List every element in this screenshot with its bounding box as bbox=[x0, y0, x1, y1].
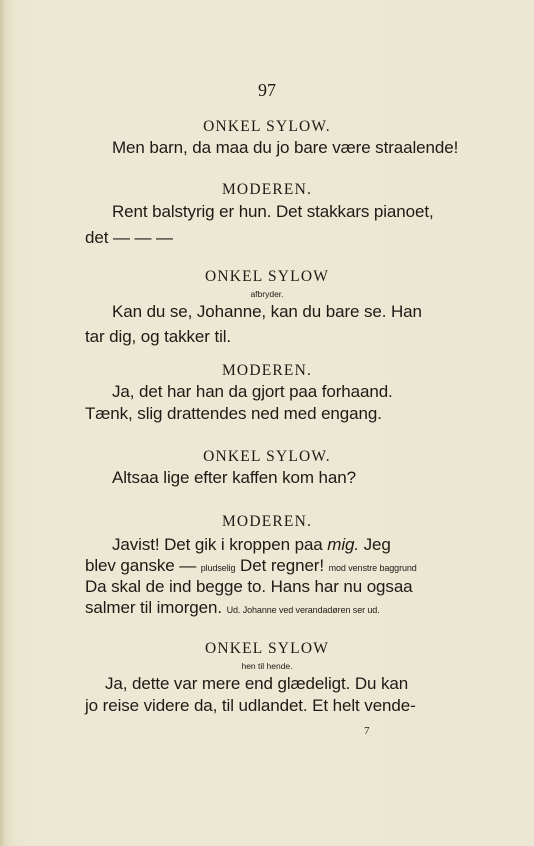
dialogue-line: Ja, det har han da gjort paa forhaand. bbox=[112, 382, 393, 401]
dialogue-text: salmer til imorgen. bbox=[85, 598, 227, 617]
dialogue-text: blev ganske — bbox=[85, 556, 201, 575]
dialogue-line bbox=[85, 598, 380, 618]
stage-direction: hen til hende. bbox=[241, 661, 293, 671]
dialogue-text: Javist! Det gik i kroppen paa bbox=[112, 535, 328, 554]
speaker-heading: ONKEL SYLOW bbox=[204, 640, 330, 657]
dialogue-text: Jeg bbox=[359, 535, 391, 554]
speaker-heading: ONKEL SYLOW. bbox=[203, 118, 331, 135]
dialogue-text: Det regner! bbox=[235, 556, 329, 575]
page-number: 97 bbox=[258, 80, 276, 100]
stage-direction: mod venstre baggrund bbox=[328, 563, 417, 573]
speaker-heading: ONKEL SYLOW. bbox=[203, 448, 331, 465]
speaker-heading: MODEREN. bbox=[221, 513, 313, 530]
stage-direction: afbryder. bbox=[250, 289, 284, 299]
dialogue-line: jo reise videre da, til udlandet. Et helt vende- bbox=[85, 696, 416, 715]
dialogue-line: det — — — bbox=[85, 228, 173, 247]
signature-mark: 7 bbox=[364, 725, 370, 737]
speaker-heading: MODEREN. bbox=[221, 362, 313, 379]
speaker-heading: ONKEL SYLOW bbox=[204, 268, 330, 285]
dialogue-line: Rent balstyrig er hun. Det stakkars pianoet, bbox=[112, 202, 434, 221]
dialogue-line: Kan du se, Johanne, kan du bare se. Han bbox=[112, 302, 422, 321]
dialogue-line bbox=[85, 556, 417, 576]
dialogue-line: Men barn, da maa du jo bare være straalende! bbox=[112, 138, 459, 157]
stage-direction: Ud. Johanne ved verandadøren ser ud. bbox=[226, 605, 380, 615]
stage-direction: pludselig bbox=[200, 563, 236, 573]
dialogue-line bbox=[112, 535, 391, 555]
dialogue-line: tar dig, og takker til. bbox=[85, 327, 232, 346]
dialogue-line: Ja, dette var mere end glædeligt. Du kan bbox=[105, 674, 409, 693]
dialogue-line: Altsaa lige efter kaffen kom han? bbox=[112, 468, 356, 487]
dialogue-line: Tænk, slig drattendes ned med engang. bbox=[85, 404, 382, 423]
emphasis-text: mig. bbox=[327, 535, 359, 554]
speaker-heading: MODEREN. bbox=[221, 181, 313, 198]
dialogue-line: Da skal de ind begge to. Hans har nu ogsaa bbox=[85, 577, 413, 596]
